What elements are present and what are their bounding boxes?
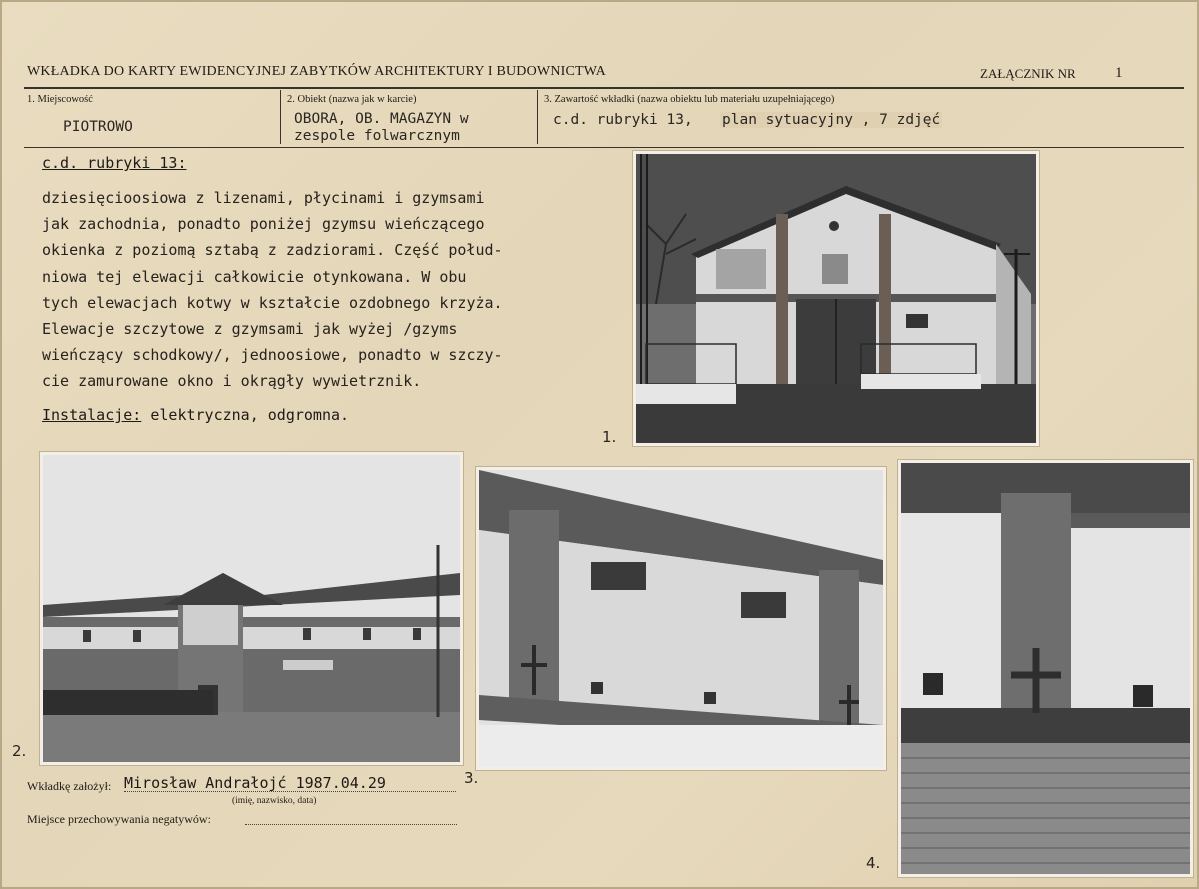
attachment-number: 1 — [1115, 65, 1123, 81]
description-paragraph: dziesięcioosiowa z lizenami, płycinami i gzymsami jak zachodnia, ponadto poniżej gzymsu wieńczącego okienka z poziomą sztabą z zadziorami. Część połud- niowa tej elewacji całkowicie otynkowana. W obu tych elewacjach kotwy w kształcie ozdobnego krzyża. Elewacje szczytowe z gzymsami jak wyżej /gzyms wieńczący schodkowy/, jednoosiowe, ponadto w szczy- cie zamurowane okno i okrągły wywietrznik. — [42, 189, 503, 391]
negatives-dotted-line — [245, 824, 457, 825]
fields-bottom-rule — [24, 147, 1184, 148]
installations-line — [42, 406, 349, 424]
contents-value-b: plan sytuacyjny , 7 zdjęć — [722, 112, 941, 128]
author-hint: (imię, nazwisko, data) — [232, 796, 317, 806]
photo-4-brick-closeup — [898, 460, 1193, 877]
field-divider — [280, 90, 281, 144]
section-heading: c.d. rubryki 13: — [42, 154, 187, 172]
installations-label: Instalacje: — [42, 406, 142, 424]
contents-value-a: c.d. rubryki 13, — [553, 112, 693, 128]
author-dotted-line — [124, 791, 456, 792]
attachment-label: ZAŁĄCZNIK NR — [980, 66, 1076, 81]
author-value: Mirosław Andrałojć 1987.04.29 — [124, 774, 386, 792]
object-label: 2. Obiekt (nazwa jak w karcie) — [287, 94, 417, 105]
photo-3-number: 3. — [464, 769, 479, 787]
contents-label: 3. Zawartość wkładki (nazwa obiektu lub materiału uzupełniającego) — [544, 94, 835, 105]
field-divider — [537, 90, 538, 144]
object-value-line1: OBORA, OB. MAGAZYN w — [294, 111, 469, 127]
object-value-line2: zespole folwarcznym — [294, 128, 460, 144]
negatives-label: Miejsce przechowywania negatywów: — [27, 812, 211, 826]
photo-1-number: 1. — [602, 428, 617, 446]
photo-2-number: 2. — [12, 742, 27, 760]
installations-value: elektryczna, odgromna. — [150, 406, 350, 424]
place-label: 1. Miejscowość — [27, 94, 93, 105]
card-title: WKŁADKA DO KARTY EWIDENCYJNEJ ZABYTKÓW ARCHITEKTURY I BUDOWNICTWA — [27, 64, 606, 79]
author-label: Wkładkę założył: — [27, 779, 112, 793]
header-rule — [24, 87, 1184, 89]
photo-4-number: 4. — [866, 854, 881, 872]
photo-3-wall-detail — [476, 467, 886, 770]
photo-1-gable-facade — [633, 151, 1039, 446]
place-value: PIOTROWO — [63, 119, 133, 135]
photo-2-long-barn — [40, 452, 463, 765]
